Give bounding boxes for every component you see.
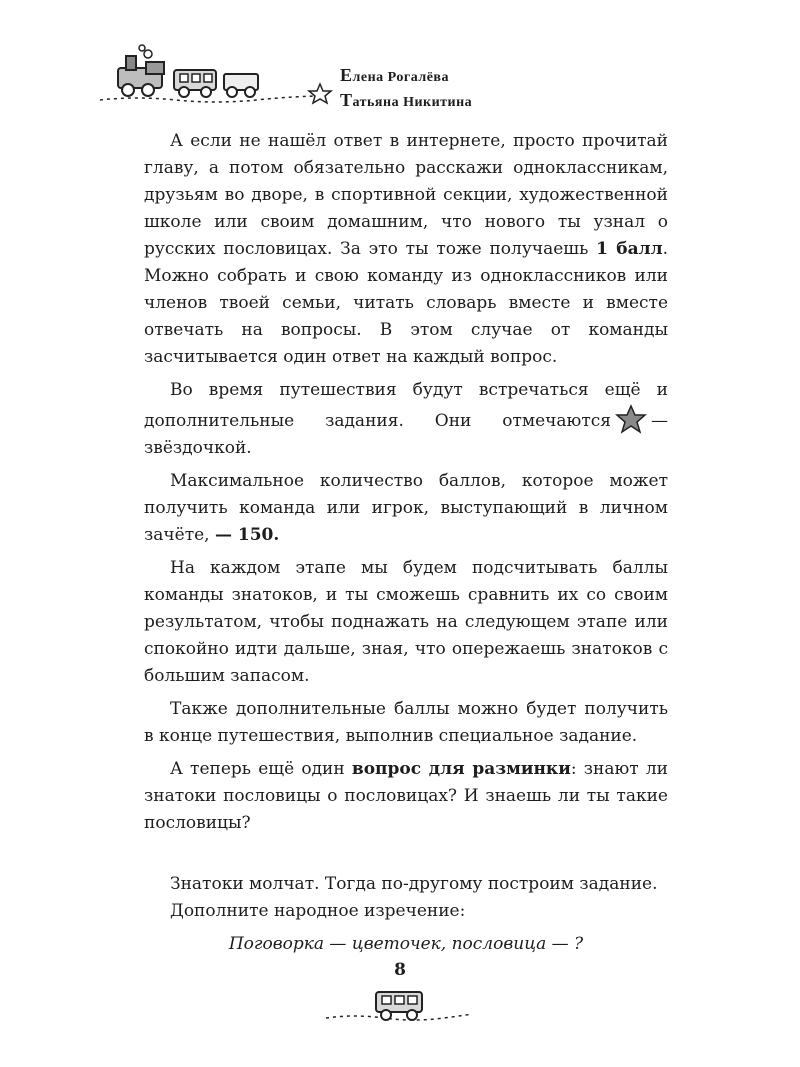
paragraph-5: Также дополнительные баллы можно будет получить в конце путешествия, выполнив специальное задание. <box>144 699 668 746</box>
spacer <box>144 843 668 871</box>
author-1: Елена Рогалёва <box>340 65 449 85</box>
paragraph-3: Максимальное количество баллов, которое может получить команда или игрок, выступающий в личном зачёте, — 150. <box>144 471 668 545</box>
paragraph-6: А теперь ещё один вопрос для разминки: знают ли знатоки пословицы о пословицах? И знаешь ли ты такие пословицы? <box>144 759 668 833</box>
proverb-quote: Поговорка — цветочек, пословица — ? <box>228 934 584 954</box>
paragraph-7: Знатоки молчат. Тогда по-другому построим задание. <box>170 874 658 894</box>
paragraph-8: Дополните народное изречение: <box>170 901 466 921</box>
page-body <box>144 128 668 964</box>
page-header <box>0 0 800 120</box>
page-footer <box>0 960 800 1060</box>
wagon-icon <box>324 980 474 1030</box>
paragraph-2: Во время путешествия будут встречаться ещё и дополнительные задания. Они отмечаются — звёздочкой. <box>144 380 668 458</box>
paragraph-4: На каждом этапе мы будем подсчитывать баллы команды знатоков, и ты сможешь сравнить их со своим результатом, чтобы поднажать на следующем этапе или спокойно идти дальше, зная, что опережаешь знатоков с большим запасом. <box>144 558 668 686</box>
star-icon <box>615 404 647 434</box>
train-icon <box>96 40 336 110</box>
author-2: Татьяна Никитина <box>340 90 473 110</box>
paragraph-1: А если не нашёл ответ в интернете, просто прочитай главу, а потом обязательно расскажи одноклассникам, друзьям во дворе, в спортивной секции, художественной школе или своим домашним, что нового ты узнал о русских пословицах. За это ты тоже получаешь 1 балл. Можно собрать и свою команду из одноклассников или членов твоей семьи, читать словарь вместе и вместе отвечать на вопросы. В этом случае от команды засчитывается один ответ на каждый вопрос. <box>144 131 668 367</box>
page-number: 8 <box>394 960 406 980</box>
author-names <box>340 64 472 114</box>
